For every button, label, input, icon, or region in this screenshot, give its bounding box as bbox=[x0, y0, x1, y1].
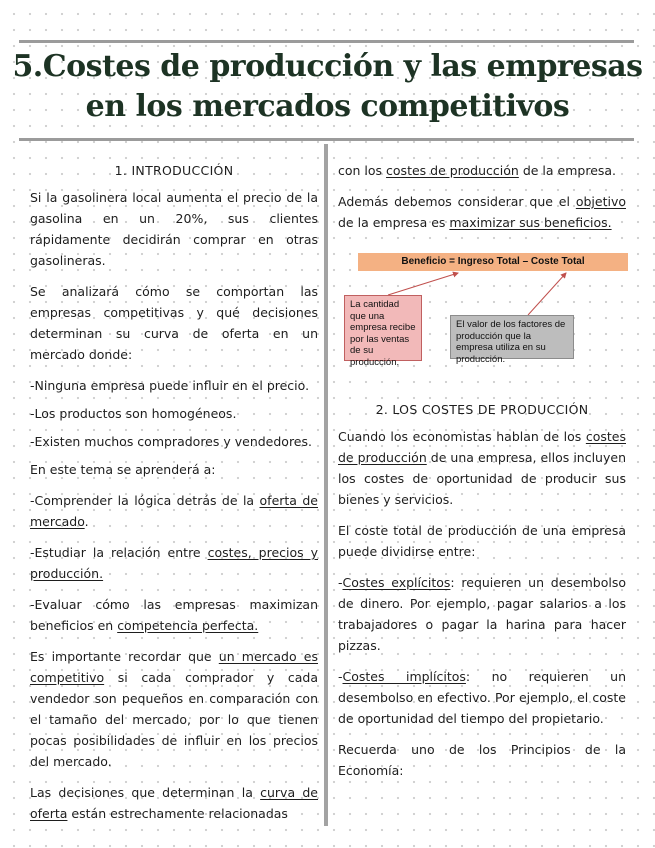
section-heading-introduccion: 1. INTRODUCCIÓN bbox=[114, 163, 234, 178]
implicit-costs-paragraph bbox=[338, 666, 626, 729]
principles-paragraph: Recuerda uno de los Principios de la Economía: bbox=[338, 742, 626, 778]
section-heading-costes: 2. LOS COSTES DE PRODUCCIÓN bbox=[375, 402, 589, 417]
text: : requieren un desembolso de dinero. Por ejemplo, pagar salarios a los trabajadores o pagar la harina para hacer pizzas. bbox=[338, 575, 627, 653]
economists-paragraph bbox=[338, 426, 626, 510]
coste-total-note: El valor de los factores de producción que la empresa utiliza en su producción. bbox=[450, 315, 574, 359]
competitive-market-paragraph bbox=[30, 646, 318, 772]
column-divider bbox=[324, 144, 328, 826]
title-bottom-rule bbox=[19, 138, 634, 141]
profit-formula-diagram bbox=[338, 243, 626, 373]
text: de una empresa, ellos incluyen los costes de oportunidad de producir sus bienes y servicios. bbox=[338, 450, 626, 507]
objective-paragraph bbox=[338, 191, 626, 233]
underlined-term: objetivo bbox=[575, 194, 626, 209]
text: -Estudiar la relación entre bbox=[30, 545, 208, 560]
costs-continuation bbox=[338, 160, 626, 181]
text: de la empresa es bbox=[338, 215, 450, 230]
text: . bbox=[84, 514, 89, 529]
text: Es importante recordar que bbox=[30, 649, 219, 664]
text: : no requieren un desembolso en efectivo. Por ejemplo, el coste de oportunidad del tiempo del propietario. bbox=[338, 669, 626, 726]
text: - bbox=[338, 575, 343, 590]
text: están estrechamente relacionadas bbox=[67, 806, 288, 821]
text: - bbox=[338, 669, 343, 684]
underlined-term: curva de oferta bbox=[30, 785, 318, 821]
underlined-term: costes de producción bbox=[386, 163, 519, 178]
learning-goal-1 bbox=[30, 490, 318, 532]
profit-formula-banner: Beneficio = Ingreso Total – Coste Total bbox=[358, 253, 628, 271]
learning-intro: En este tema se aprenderá a: bbox=[30, 462, 216, 477]
learning-goal-3 bbox=[30, 594, 318, 636]
arrow-ingreso-total bbox=[388, 273, 458, 295]
top-rule bbox=[19, 40, 634, 43]
text: -Evaluar cómo las empresas maximizan beneficios en bbox=[30, 597, 318, 633]
left-column bbox=[30, 160, 318, 834]
text: si cada comprador y cada vendedor son pequeños en comparación con el tamaño del mercado, por lo que tienen pocas posibilidades de influir en los precios del mercado. bbox=[30, 670, 318, 769]
intro-paragraph: Si la gasolinera local aumenta el precio de la gasolina en un 20%, sus clientes rápidamente decidirán comprar en otras gasolineras. bbox=[30, 190, 318, 268]
text: Además debemos considerar que el bbox=[338, 194, 576, 209]
title-line-1: 5.Costes de producción y las empresas bbox=[12, 49, 643, 84]
supply-curve-paragraph bbox=[30, 782, 318, 824]
right-column bbox=[338, 160, 626, 791]
text: Cuando los economistas hablan de los bbox=[338, 429, 586, 444]
arrow-coste-total bbox=[528, 273, 566, 315]
underlined-term: Costes implícitos bbox=[342, 669, 466, 684]
market-condition-2: -Los productos son homogéneos. bbox=[30, 406, 237, 421]
learning-goal-2 bbox=[30, 542, 318, 584]
underlined-term: competencia perfecta. bbox=[117, 618, 259, 633]
underlined-term: un mercado es competitivo bbox=[30, 649, 318, 685]
market-condition-1: -Ninguna empresa puede influir en el precio. bbox=[30, 378, 310, 393]
underlined-term: Costes explícitos bbox=[342, 575, 451, 590]
page-title bbox=[10, 47, 645, 127]
text: con los bbox=[338, 163, 387, 178]
underlined-term: oferta de mercado bbox=[30, 493, 318, 529]
text: Las decisiones que determinan la bbox=[30, 785, 261, 800]
market-condition-3: -Existen muchos compradores y vendedores. bbox=[30, 434, 312, 449]
underlined-term: costes de producción bbox=[338, 429, 626, 465]
underlined-term: costes, precios y producción. bbox=[30, 545, 318, 581]
total-cost-paragraph: El coste total de producción de una empresa puede dividirse entre: bbox=[338, 523, 626, 559]
title-line-2: en los mercados competitivos bbox=[85, 89, 570, 124]
ingreso-total-note: La cantidad que una empresa recibe por las ventas de su producción. bbox=[344, 295, 422, 361]
text: de la empresa. bbox=[518, 163, 617, 178]
text: -Comprender la lógica detrás de la bbox=[30, 493, 260, 508]
explicit-costs-paragraph bbox=[338, 572, 626, 656]
market-paragraph: Se analizará cómo se comportan las empresas competitivas y qué decisiones determinan su curva de oferta en un mercado donde: bbox=[30, 284, 318, 362]
underlined-term: maximizar sus beneficios. bbox=[449, 215, 612, 230]
